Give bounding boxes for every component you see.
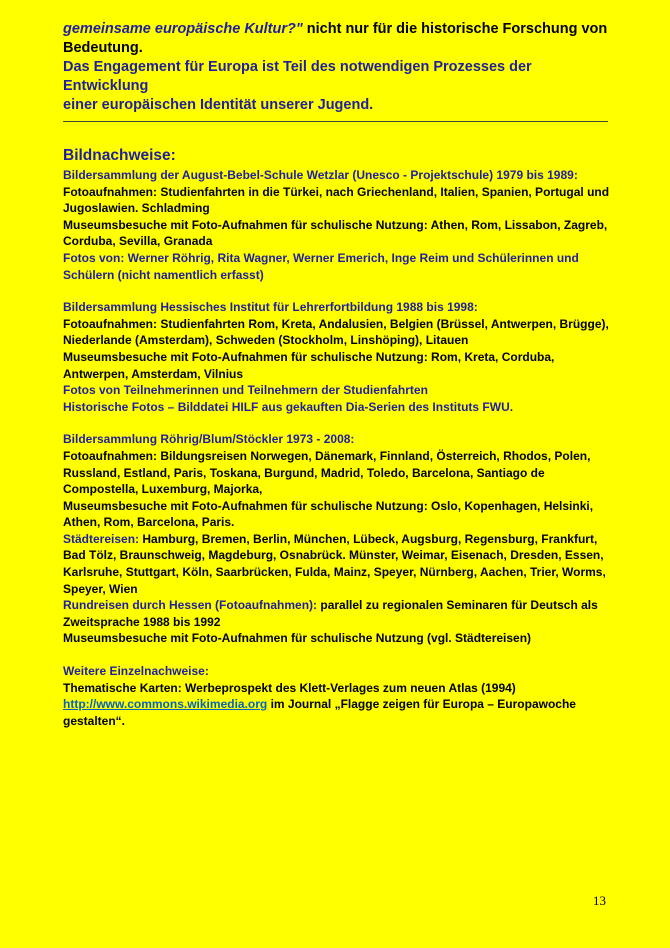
intro-line-4: einer europäischen Identität unserer Jugend. [63,97,374,113]
intro-line-2: Bedeutung. [63,40,143,56]
credits-section-bebel [63,167,611,283]
credit-line: Fotos von Teilnehmerinnen und Teilnehmern der Studienfahrten [63,383,428,398]
credit-line: Jugoslawien. Schladming [63,201,210,216]
credit-line: Speyer, Wien [63,581,138,596]
intro-paragraph [63,20,611,115]
credit-line: Niederlande (Amsterdam), Schweden (Stockholm, Linshöping), Litauen [63,333,469,348]
divider [63,121,608,122]
image-credits [63,146,611,729]
section-title: Weitere Einzelnachweise: [63,664,209,679]
credit-line: Zweitsprache 1988 bis 1992 [63,614,221,629]
credit-line: Fotos von: Werner Röhrig, Rita Wagner, Werner Emerich, Inge Reim und Schülerinnen und [63,250,579,265]
page-number: 13 [593,893,606,908]
credit-line: Museumsbesuche mit Foto-Aufnahmen für schulische Nutzung: Athen, Rom, Lissabon, Zagreb, [63,217,608,232]
credit-line: Fotoaufnahmen: Bildungsreisen Norwegen, Dänemark, Finnland, Österreich, Rhodos, Polen, [63,448,591,463]
credit-line: Corduba, Sevilla, Granada [63,234,213,249]
credit-line: Rundreisen durch Hessen (Fotoaufnahmen): parallel zu regionalen Seminaren für Deutsch als [63,598,598,613]
credit-line: Bad Tölz, Braunschweig, Magdeburg, Osnabrück. Münster, Weimar, Eisenach, Dresden, Essen, [63,548,604,563]
credit-line: http://www.commons.wikimedia.org im Journal „Flagge zeigen für Europa – Europawoche [63,697,576,712]
credits-section-further [63,663,611,729]
credit-line: gestalten“. [63,713,126,728]
credit-line: Fotoaufnahmen: Studienfahrten in die Türkei, nach Griechenland, Italien, Spanien, Portugal und [63,184,610,199]
intro-line-1: gemeinsame europäische Kultur?" nicht nur für die historische Forschung von [63,21,608,37]
credit-line: Historische Fotos – Bilddatei HILF aus gekauften Dia-Serien des Instituts FWU. [63,399,514,414]
credit-line: Russland, Estland, Paris, Toskana, Burgund, Madrid, Toledo, Barcelona, Santiago de [63,465,545,480]
section-title: Bildersammlung der August-Bebel-Schule Wetzlar (Unesco - Projektschule) 1979 bis 1989: [63,168,578,182]
credit-line: Karlsruhe, Stuttgart, Köln, Saarbrücken, Fulda, Mainz, Speyer, Nürnberg, Aachen, Trier, Worms, [63,565,606,580]
section-title: Bildersammlung Hessisches Institut für Lehrerfortbildung 1988 bis 1998: [63,300,478,315]
section-title: Bildersammlung Röhrig/Blum/Stöckler 1973 - 2008: [63,432,355,447]
credits-section-hilf [63,299,611,415]
credit-line: Museumsbesuche mit Foto-Aufnahmen für schulische Nutzung: Oslo, Kopenhagen, Helsinki, [63,498,594,513]
credit-line: Museumsbesuche mit Foto-Aufnahmen für schulische Nutzung (vgl. Städtereisen) [63,631,532,646]
credit-line: Museumsbesuche mit Foto-Aufnahmen für schulische Nutzung: Rom, Kreta, Corduba, [63,349,555,364]
intro-quote: gemeinsame europäische Kultur?" [63,21,303,37]
credit-line: Athen, Rom, Barcelona, Paris. [63,515,235,530]
credit-line: Compostella, Luxemburg, Majorka, [63,482,263,497]
credit-line: Fotoaufnahmen: Studienfahrten Rom, Kreta, Andalusien, Belgien (Brüssel, Antwerpen, Brügge), [63,316,609,331]
credit-line: Antwerpen, Amsterdam, Vilnius [63,366,244,381]
credits-section-roehrig [63,431,611,647]
wikimedia-link[interactable]: http://www.commons.wikimedia.org [63,697,268,712]
credit-line: Städtereisen: Hamburg, Bremen, Berlin, München, Lübeck, Augsburg, Regensburg, Frankfurt, [63,531,598,546]
credit-line: Thematische Karten: Werbeprospekt des Klett-Verlages zum neuen Atlas (1994) [63,680,516,695]
intro-line-3: Das Engagement für Europa ist Teil des notwendigen Prozesses der Entwicklung [63,59,532,94]
credit-line: Schülern (nicht namentlich erfasst) [63,267,264,282]
credits-heading: Bildnachweise: [63,147,176,164]
